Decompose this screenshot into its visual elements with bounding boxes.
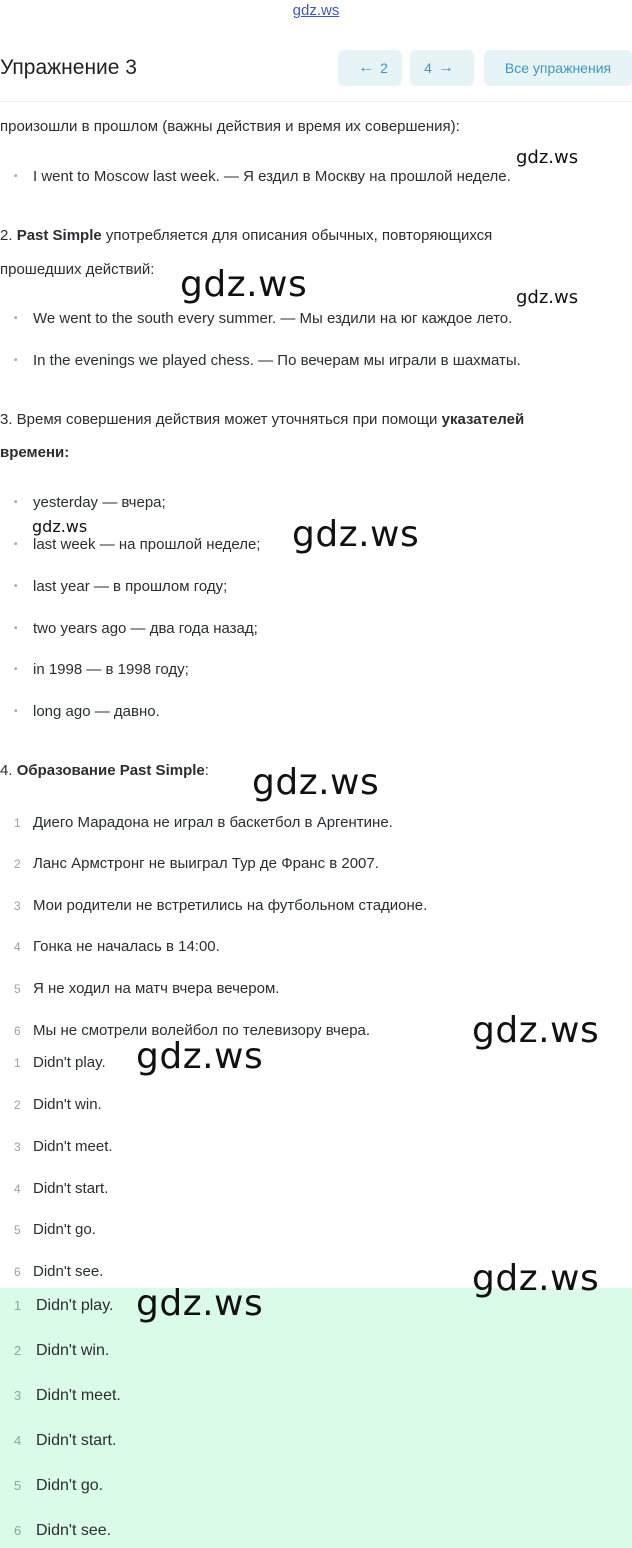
list-item: • last year — в прошлом году; [15, 578, 227, 595]
list-item: 6 Мы не смотрели волейбол по телевизору вчера. [14, 1022, 371, 1039]
answer-item: 6 Didn't see. [14, 1522, 112, 1539]
list-item: • We went to the south every summer. — Мы ездили на юг каждое лето. [15, 310, 512, 327]
arrow-right-icon: → [437, 59, 454, 76]
point-3-continued: времени: [0, 444, 70, 461]
all-exercises-label: Все упражнения [504, 60, 612, 76]
next-exercise-button[interactable] [410, 50, 474, 86]
list-item: 2 Ланс Армстронг не выиграл Тур де Франс в 2007. [14, 855, 379, 872]
site-link[interactable]: gdz.ws [292, 2, 340, 19]
watermark: gdz.ws [516, 287, 579, 308]
point-4: 4. Образование Past Simple: [0, 762, 209, 779]
list-item: 5 Я не ходил на матч вчера вечером. [14, 980, 280, 997]
list-item: 4 Гонка не началась в 14:00. [14, 938, 220, 955]
watermark: gdz.ws [136, 1283, 264, 1324]
list-item: 6 Didn't see. [14, 1263, 104, 1280]
point-2: 2. Past Simple употребляется для описания обычных, повторяющихся [0, 227, 493, 244]
header-divider [0, 101, 632, 102]
list-item: 3 Didn't meet. [14, 1138, 113, 1155]
answer-item: 4 Didn't start. [14, 1432, 117, 1449]
all-exercises-button[interactable] [484, 50, 632, 86]
list-item: • two years ago — два года назад; [15, 620, 258, 637]
watermark: gdz.ws [472, 1010, 600, 1051]
watermark: gdz.ws [516, 147, 579, 168]
list-item: • long ago — давно. [15, 703, 160, 720]
point-3: 3. Время совершения действия может уточняться при помощи указателей [0, 411, 525, 428]
list-item: • In the evenings we played chess. — По вечерам мы играли в шахматы. [15, 352, 521, 369]
next-exercise-label: 4 [424, 60, 432, 76]
watermark: gdz.ws [252, 762, 380, 803]
list-item: • in 1998 — в 1998 году; [15, 661, 189, 678]
list-item: • yesterday — вчера; [15, 494, 166, 511]
intro-text: произошли в прошлом (важны действия и время их совершения): [0, 118, 460, 135]
answer-item: 1 Didn't play. [14, 1297, 114, 1314]
page-title: Упражнение 3 [0, 56, 137, 79]
answer-item: 3 Didn't meet. [14, 1387, 121, 1404]
list-item: 2 Didn't win. [14, 1096, 102, 1113]
list-item: 5 Didn't go. [14, 1221, 96, 1238]
answer-box [0, 1288, 632, 1548]
prev-exercise-label: 2 [380, 60, 388, 76]
exercise-header [0, 50, 632, 88]
watermark: gdz.ws [32, 517, 88, 536]
list-item: 1 Диего Марадона не играл в баскетбол в Аргентине. [14, 814, 393, 831]
list-item: 4 Didn't start. [14, 1180, 109, 1197]
prev-exercise-button[interactable] [338, 50, 402, 86]
point-2-continued: прошедших действий: [0, 261, 155, 278]
watermark: gdz.ws [136, 1036, 264, 1077]
watermark: gdz.ws [292, 514, 420, 555]
list-item: 1 Didn't play. [14, 1054, 106, 1071]
list-item: 3 Мои родители не встретились на футбольном стадионе. [14, 897, 428, 914]
answer-item: 2 Didn't win. [14, 1342, 110, 1359]
watermark: gdz.ws [472, 1258, 600, 1299]
list-item: • I went to Moscow last week. — Я ездил в Москву на прошлой неделе. [15, 168, 511, 185]
arrow-left-icon: ← [358, 59, 375, 76]
watermark: gdz.ws [180, 264, 308, 305]
list-item: • last week — на прошлой неделе; [15, 536, 260, 553]
answer-item: 5 Didn't go. [14, 1477, 104, 1494]
